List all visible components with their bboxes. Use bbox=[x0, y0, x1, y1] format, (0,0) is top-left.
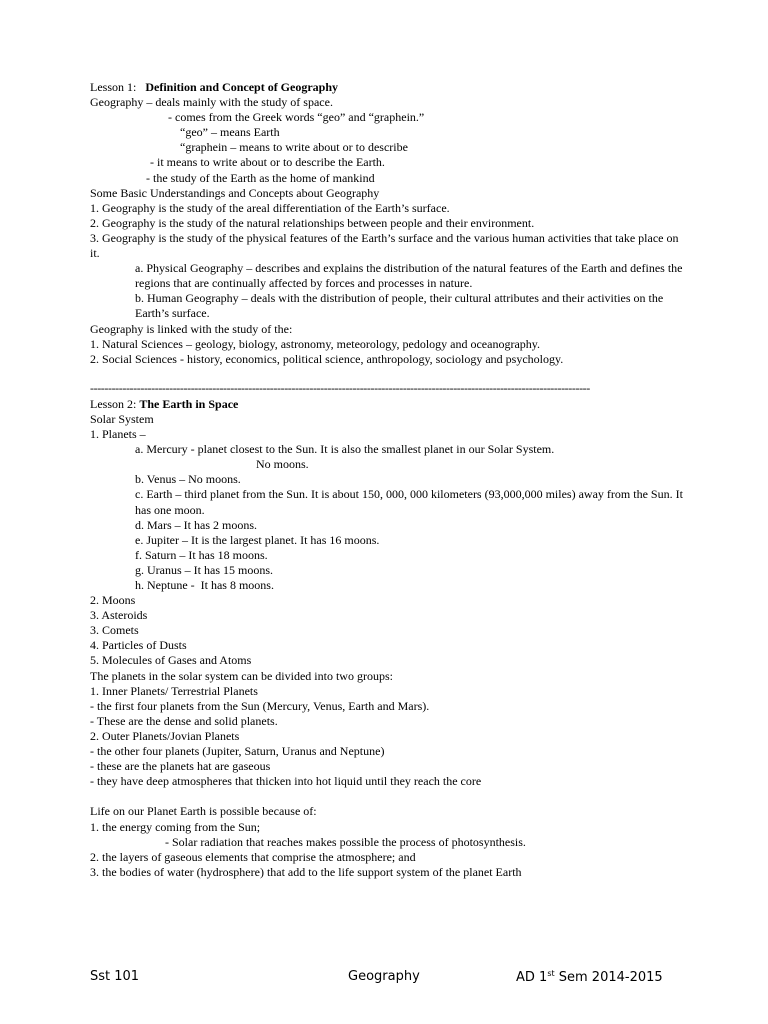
inner-planets-heading: 1. Inner Planets/ Terrestrial Planets bbox=[90, 683, 258, 698]
social-sciences: 2. Social Sciences - history, economics, political science, anthropology, sociology and psychology. bbox=[90, 351, 564, 366]
lesson-2-heading bbox=[90, 397, 690, 412]
outer-planets-point: - these are the planets hat are gaseous bbox=[90, 759, 271, 774]
inner-planets-point: - the first four planets from the Sun (Mercury, Venus, Earth and Mars). bbox=[90, 698, 430, 713]
understanding-item: 2. Geography is the study of the natural relationships between people and their environment. bbox=[90, 215, 535, 230]
write-meaning: - it means to write about or to describe the Earth. bbox=[150, 155, 385, 170]
inner-planets-point: - These are the dense and solid planets. bbox=[90, 713, 278, 728]
planet-earth: c. Earth – third planet from the Sun. It is about 150, 000, 000 kilometers (93,000,000 miles) away from the Sun. It has one moon. bbox=[135, 487, 683, 517]
list-item: 3. Asteroids bbox=[90, 608, 148, 623]
footer-course: Sst 101 bbox=[90, 969, 140, 984]
footer-term-prefix: AD 1 bbox=[516, 970, 548, 985]
list-item: 2. Moons bbox=[90, 593, 136, 608]
life-heading: Life on our Planet Earth is possible because of: bbox=[90, 804, 317, 819]
mercury-moons: No moons. bbox=[256, 457, 309, 472]
planet-venus: b. Venus – No moons. bbox=[135, 472, 241, 487]
lesson-2-title: The Earth in Space bbox=[139, 396, 239, 411]
lesson-1-title: Definition and Concept of Geography bbox=[145, 80, 339, 94]
life-reason: 3. the bodies of water (hydrosphere) that add to the life support system of the planet Earth bbox=[90, 864, 522, 879]
spacer bbox=[90, 789, 690, 804]
planets-heading: 1. Planets – bbox=[90, 427, 146, 442]
lesson-2-label: Lesson 2: bbox=[90, 396, 140, 411]
footer-subject: Geography bbox=[348, 969, 420, 984]
planet-neptune: h. Neptune - It has 8 moons. bbox=[135, 578, 274, 592]
lesson-1-heading bbox=[90, 80, 690, 95]
footer-term bbox=[516, 969, 663, 985]
document-body bbox=[90, 80, 690, 880]
planet-jupiter: e. Jupiter – It is the largest planet. It has 16 moons. bbox=[135, 532, 380, 547]
list-item: 5. Molecules of Gases and Atoms bbox=[90, 653, 252, 668]
list-item: 3. Comets bbox=[90, 623, 139, 638]
solar-system-heading: Solar System bbox=[90, 411, 154, 426]
geo-meaning: “geo” – means Earth bbox=[180, 125, 280, 140]
human-geography: b. Human Geography – deals with the distribution of people, their cultural attributes and their activities on the Earth’s surface. bbox=[135, 291, 664, 321]
list-item: 4. Particles of Dusts bbox=[90, 638, 187, 653]
basic-understandings-heading: Some Basic Understandings and Concepts about Geography bbox=[90, 185, 380, 200]
linked-heading: Geography is linked with the study of the: bbox=[90, 321, 293, 336]
planet-mars: d. Mars – It has 2 moons. bbox=[135, 517, 257, 532]
understanding-item: 3. Geography is the study of the physical features of the Earth’s surface and the various human activities that take place on it. bbox=[90, 230, 679, 261]
outer-planets-point: - the other four planets (Jupiter, Saturn, Uranus and Neptune) bbox=[90, 744, 385, 759]
planet-groups-heading: The planets in the solar system can be divided into two groups: bbox=[90, 668, 393, 683]
home-of-mankind: - the study of the Earth as the home of mankind bbox=[146, 170, 375, 185]
outer-planets-point: - they have deep atmospheres that thicken into hot liquid until they reach the core bbox=[90, 774, 482, 789]
natural-sciences: 1. Natural Sciences – geology, biology, astronomy, meteorology, pedology and oceanography. bbox=[90, 336, 540, 351]
geography-definition: Geography – deals mainly with the study of space. bbox=[90, 95, 333, 110]
footer-term-suffix: Sem 2014-2015 bbox=[554, 970, 663, 985]
planet-uranus: g. Uranus – It has 15 moons. bbox=[135, 562, 273, 577]
planet-saturn: f. Saturn – It has 18 moons. bbox=[135, 547, 268, 562]
outer-planets-heading: 2. Outer Planets/Jovian Planets bbox=[90, 728, 240, 743]
physical-geography: a. Physical Geography – describes and explains the distribution of the natural features of the Earth and defines the regions that are continually affected by forces and processes in nature. bbox=[135, 261, 683, 291]
life-reason-detail: - Solar radiation that reaches makes possible the process of photosynthesis. bbox=[165, 834, 526, 849]
footer-term-sup: st bbox=[547, 969, 555, 978]
greek-origin: - comes from the Greek words “geo” and “graphein.” bbox=[168, 110, 425, 125]
section-divider: ------------------------------------------------------------------------------------------------------------------------------------------- bbox=[90, 380, 590, 395]
life-reason: 2. the layers of gaseous elements that comprise the atmosphere; and bbox=[90, 849, 416, 864]
understanding-item: 1. Geography is the study of the areal differentiation of the Earth’s surface. bbox=[90, 200, 450, 215]
lesson-1-label: Lesson 1: bbox=[90, 80, 146, 94]
life-reason: 1. the energy coming from the Sun; bbox=[90, 819, 261, 834]
graphein-meaning: “graphein – means to write about or to describe bbox=[180, 140, 408, 155]
planet-mercury: a. Mercury - planet closest to the Sun. It is also the smallest planet in our Solar System. bbox=[135, 442, 555, 457]
